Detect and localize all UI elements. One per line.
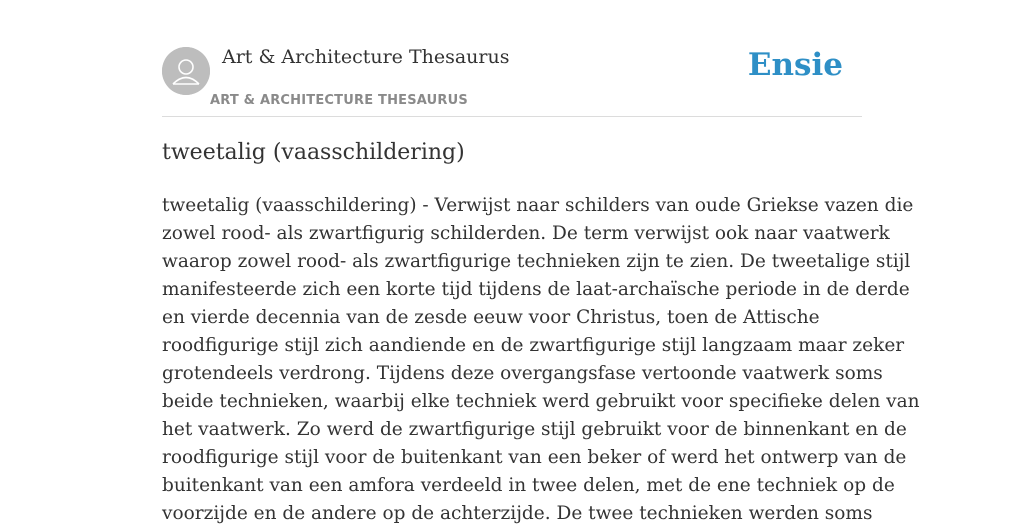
- body-line: manifesteerde zich een korte tijd tijdens de laat-archaïsche periode in de derde: [162, 279, 910, 300]
- article-body: [162, 192, 920, 528]
- body-line: tweetalig (vaasschildering) - Verwijst naar schilders van oude Griekse vazen die: [162, 195, 914, 216]
- header: [162, 0, 862, 117]
- brand-logo[interactable]: Ensie: [747, 47, 843, 83]
- body-line: het vaatwerk. Zo werd de zwartfigurige stijl gebruikt voor de binnenkant en de: [162, 419, 907, 440]
- body-line: buitenkant van een amfora verdeeld in twee delen, met de ene techniek op de: [162, 475, 895, 496]
- source-label[interactable]: ART & ARCHITECTURE THESAURUS: [210, 93, 468, 108]
- article-title: tweetalig (vaasschildering): [162, 140, 465, 165]
- body-line: grotendeels verdrong. Tijdens deze overgangsfase vertoonde vaatwerk soms: [162, 363, 883, 384]
- author-name[interactable]: Art & Architecture Thesaurus: [222, 46, 510, 68]
- body-line: waarop zowel rood- als zwartfigurige technieken zijn te zien. De tweetalige stijl: [162, 251, 911, 272]
- body-line: voorzijde en de andere op de achterzijde. De twee technieken werden soms: [162, 503, 873, 524]
- body-line: roodfigurige stijl zich aandiende en de zwartfigurige stijl langzaam maar zeker: [162, 335, 905, 356]
- user-avatar-icon: [162, 47, 210, 95]
- author-avatar[interactable]: [162, 47, 210, 95]
- body-line: en vierde decennia van de zesde eeuw voor Christus, toen de Attische: [162, 307, 820, 328]
- body-line: zowel rood- als zwartfigurig schilderden. De term verwijst ook naar vaatwerk: [162, 223, 890, 244]
- body-line: beide technieken, waarbij elke techniek werd gebruikt voor specifieke delen van: [162, 391, 920, 412]
- body-line: roodfigurige stijl voor de buitenkant van een beker of werd het ontwerp van de: [162, 447, 907, 468]
